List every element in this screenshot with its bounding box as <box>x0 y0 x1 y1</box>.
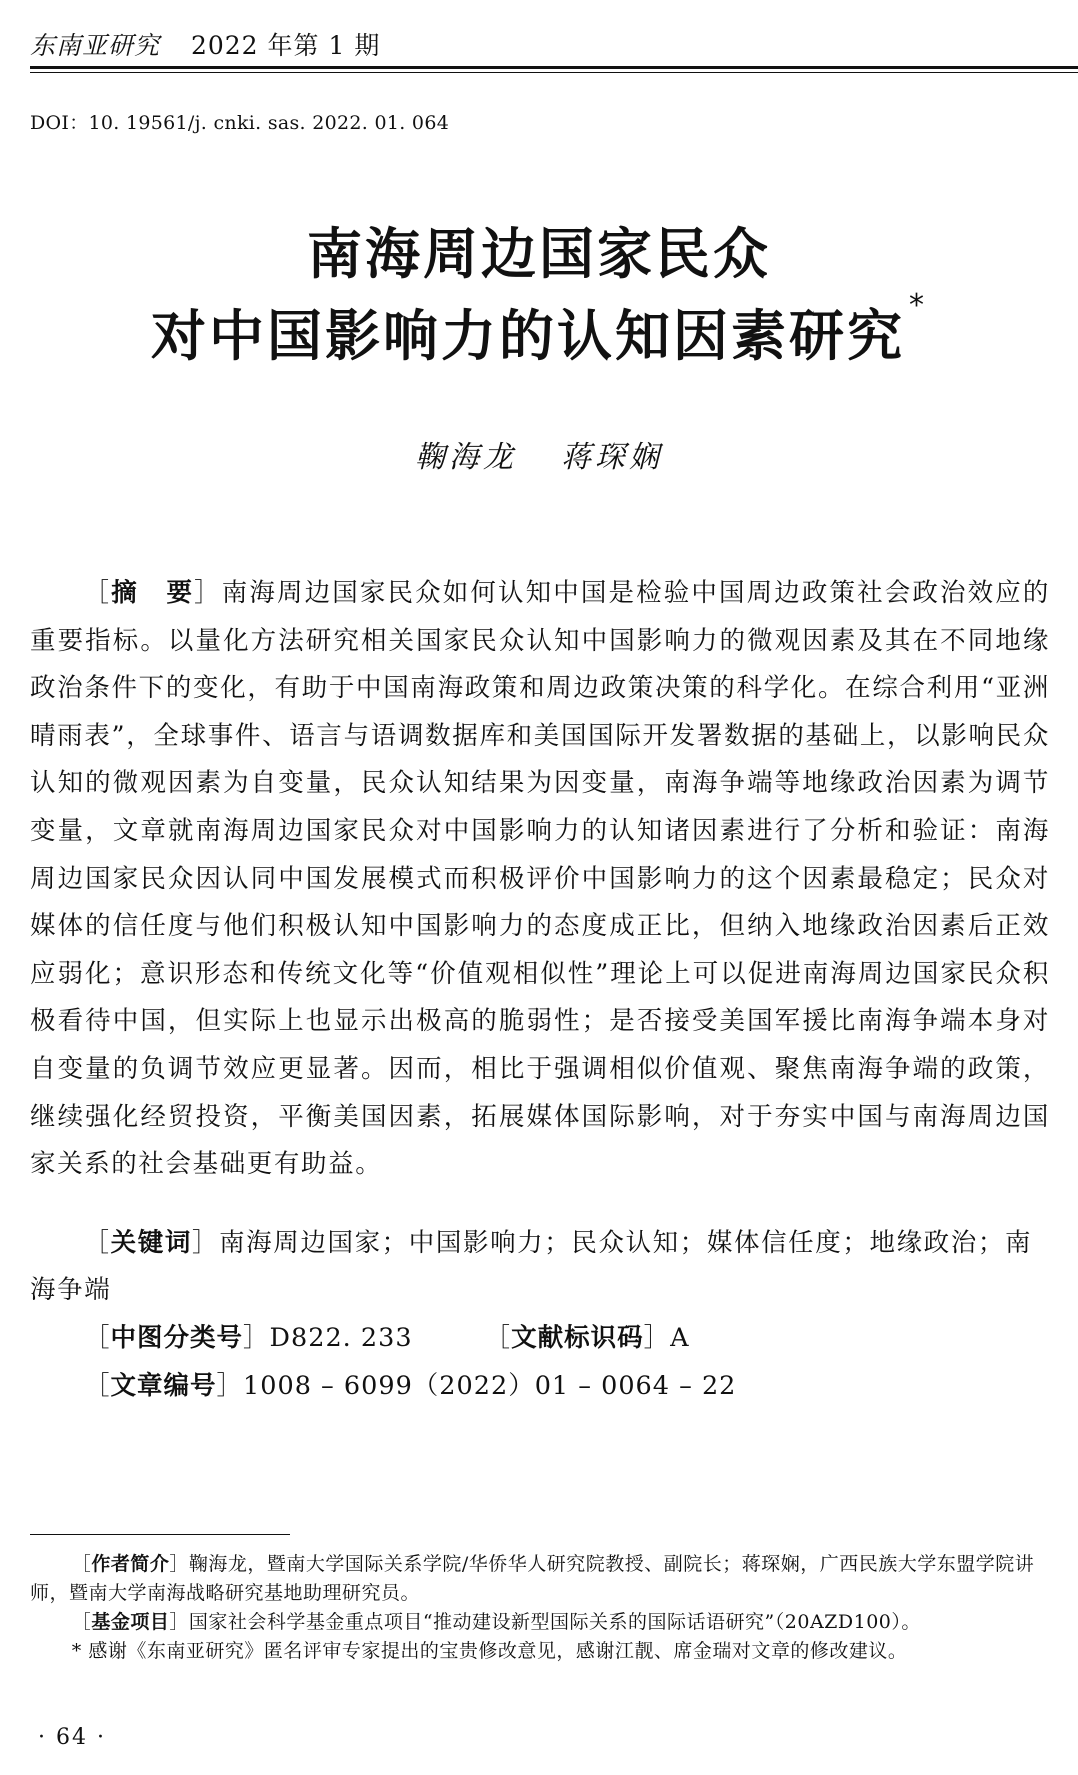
keywords-bracket-close: ］ <box>191 1228 220 1258</box>
keywords-label: 关键词 <box>110 1228 192 1258</box>
article-number-value: 1008 – 6099（2022）01 – 0064 – 22 <box>243 1371 737 1401</box>
title-text-2: 对中国影响力的认知因素研究 <box>150 304 905 368</box>
footnotes <box>30 1550 1050 1666</box>
doc-code-label: 文献标识码 <box>511 1323 644 1353</box>
abstract <box>30 570 1050 1189</box>
abstract-bracket-open: ［ <box>83 578 112 608</box>
footnote-thanks: * 感谢《东南亚研究》匿名评审专家提出的宝贵修改意见，感谢江靓、席金瑞对文章的修改建议。 <box>71 1640 908 1662</box>
title-footnote-mark: * <box>909 288 927 323</box>
author-2: 蒋琛娴 <box>561 440 663 475</box>
footnote-author: ［作者简介］鞠海龙，暨南大学国际关系学院/华侨华人研究院教授、副院长；蒋琛娴，广西民族大学东盟学院讲师，暨南大学南海战略研究基地助理研究员。 <box>30 1553 1035 1604</box>
article-number-label: 文章编号 <box>110 1371 217 1401</box>
abstract-bracket-close: ］ <box>194 578 222 608</box>
journal-name: 东南亚研究 <box>30 31 161 60</box>
header-rule-thick <box>30 66 1078 69</box>
abstract-text: 南海周边国家民众如何认知中国是检验中国周边政策社会政治效应的重要指标。以量化方法研究相关国家民众认知中国影响力的微观因素及其在不同地缘政治条件下的变化，有助于中国南海政策和周边政策决策的科学化。在综合利用“亚洲晴雨表”，全球事件、语言与语调数据库和美国国际开发署数据的基础上，以影响民众认知的微观因素为自变量，民众认知结果为因变量，南海争端等地缘政治因素为调节变量，文章就南海周边国家民众对中国影响力的认知诸因素进行了分析和验证：南海周边国家民众因认同中国发展模式而积极评价中国影响力的这个因素最稳定；民众对媒体的信任度与他们积极认知中国影响力的态度成正比，但纳入地缘政治因素后正效应弱化；意识形态和传统文化等“价值观相似性”理论上可以促进南海周边国家民众积极看待中国，但实际上也显示出极高的脆弱性；是否接受美国军援比南海争端本身对自变量的负调节效应更显著。因而，相比于强调相似价值观、聚焦南海争端的政策，继续强化经贸投资，平衡美国因素，拓展媒体国际影响，对于夯实中国与南海周边国家关系的社会基础更有助益。 <box>30 578 1050 1180</box>
footnote-author-text: 鞠海龙，暨南大学国际关系学院/华侨华人研究院教授、副院长；蒋琛娴，广西民族大学东盟学院讲师，暨南大学南海战略研究基地助理研究员。 <box>30 1553 1035 1604</box>
issue-number: 2022 年第 1 期 <box>190 31 381 60</box>
page-number: · 64 · <box>38 1725 106 1750</box>
abstract-label: 摘 要 <box>111 578 195 608</box>
classification-line: ［中图分类号］D822. 233 ［文献标识码］A <box>84 1323 690 1353</box>
keywords-bracket-open: ［ <box>83 1228 111 1258</box>
doi: DOI：10. 19561/j. cnki. sas. 2022. 01. 064 <box>30 112 450 134</box>
footnote-fund-text: 国家社会科学基金重点项目“推动建设新型国际关系的国际话语研究”（20AZD100）。 <box>188 1611 921 1633</box>
keywords-text: 南海周边国家；中国影响力；民众认知；媒体信任度；地缘政治；南海争端 <box>30 1228 1033 1305</box>
authors <box>0 432 1078 476</box>
footnote-fund: ［基金项目］国家社会科学基金重点项目“推动建设新型国际关系的国际话语研究”（20AZD100）。 <box>71 1611 921 1633</box>
keywords <box>30 1220 1050 1314</box>
footnote-rule <box>30 1534 290 1535</box>
title-line-1 <box>0 210 1078 289</box>
doc-code-value: A <box>670 1323 690 1353</box>
footnote-fund-label: 基金项目 <box>91 1611 170 1633</box>
title-text-1: 南海周边国家民众 <box>306 222 771 286</box>
author-1: 鞠海龙 <box>415 440 517 475</box>
classification-label: 中图分类号 <box>110 1323 244 1353</box>
header-rule-thin <box>30 72 1078 73</box>
classification-value: D822. 233 <box>269 1323 413 1353</box>
article-number-line: ［文章编号］1008 – 6099（2022）01 – 0064 – 22 <box>84 1371 737 1401</box>
footnote-author-label: 作者简介 <box>91 1553 170 1575</box>
running-header <box>30 26 380 62</box>
title-line-2 <box>0 288 1078 371</box>
